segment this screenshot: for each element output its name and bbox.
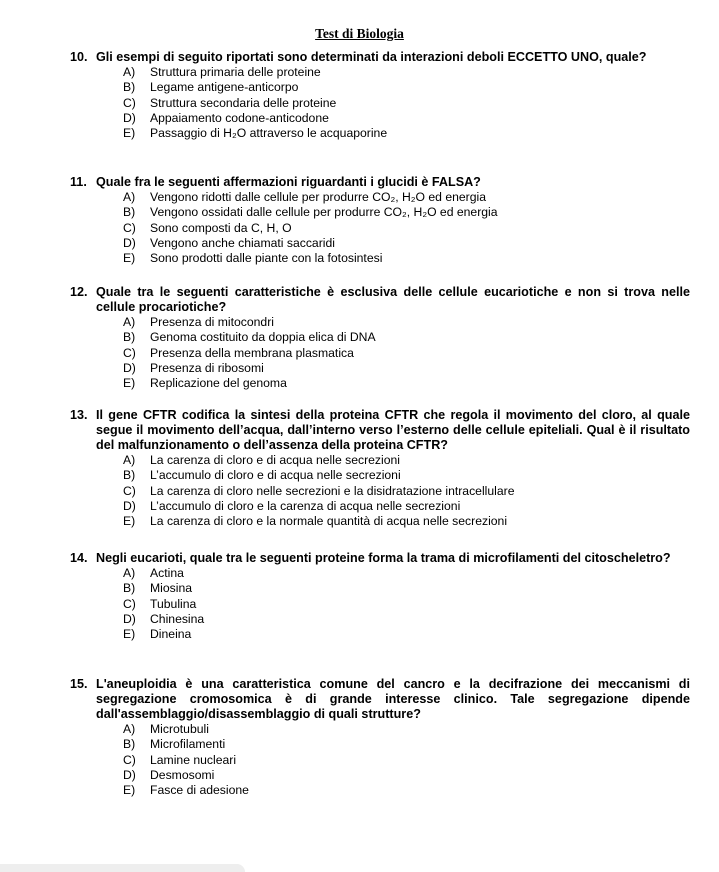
- question-text: Quale fra le seguenti affermazioni riguardanti i glucidi è FALSA?: [96, 175, 481, 189]
- question-text: Gli esempi di seguito riportati sono determinati da interazioni deboli ECCETTO UNO, quale?: [96, 50, 647, 64]
- question-number: 10.: [70, 50, 88, 64]
- question-number: 13.: [70, 408, 88, 422]
- page-title: Test di Biologia: [315, 26, 404, 41]
- option-e: E) Fasce di adesione: [123, 783, 249, 798]
- option-b: B) Microfilamenti: [123, 737, 226, 752]
- option-a: A) Vengono ridotti dalle cellule per produrre CO₂, H₂O ed energia: [123, 190, 487, 204]
- option-e: E) Dineina: [123, 627, 192, 642]
- option-e: E) Replicazione del genoma: [123, 376, 287, 391]
- question-number: 11.: [70, 175, 87, 189]
- option-d: D) Desmosomi: [123, 767, 215, 782]
- option-b: B) Genoma costituito da doppia elica di DNA: [123, 330, 376, 345]
- option-a: A) Struttura primaria delle proteine: [123, 65, 321, 79]
- option-d: D) Appaiamento codone-anticodone: [123, 110, 329, 125]
- option-c: C) Lamine nucleari: [123, 752, 237, 767]
- option-d: D) Presenza di ribosomi: [123, 360, 264, 375]
- option-c: C) La carenza di cloro nelle secrezioni e la disidratazione intracellulare: [123, 483, 515, 498]
- option-c: C) Sono composti da C, H, O: [123, 220, 292, 235]
- option-b: B) Vengono ossidati dalle cellule per produrre CO₂, H₂O ed energia: [123, 205, 498, 220]
- option-b: B) L’accumulo di cloro e di acqua nelle secrezioni: [123, 468, 401, 483]
- question-text: Quale tra le seguenti caratteristiche è esclusiva delle cellule eucariotiche e non si trova nelle cellule procariotiche?: [96, 285, 690, 314]
- option-b: B) Miosina: [123, 581, 192, 596]
- option-a: A) La carenza di cloro e di acqua nelle secrezioni: [123, 453, 400, 467]
- option-b: B) Legame antigene-anticorpo: [123, 80, 299, 95]
- option-c: C) Presenza della membrana plasmatica: [123, 345, 354, 360]
- question-14: [70, 551, 690, 642]
- question-text: L'aneuploidia è una caratteristica comune del cancro e la decifrazione dei meccanismi di segregazione cromosomica è di grande interesse clinico. Tale segregazione dipende dall'assemblaggio/disassemblaggio di quali strutture?: [96, 677, 690, 721]
- question-number: 12.: [70, 285, 88, 299]
- option-e: E) Sono prodotti dalle piante con la fotosintesi: [123, 251, 383, 266]
- option-a: A) Actina: [123, 566, 184, 580]
- question-13: [70, 408, 690, 529]
- option-e: E) La carenza di cloro e la normale quantità di acqua nelle secrezioni: [123, 514, 508, 529]
- option-d: D) Chinesina: [123, 611, 205, 626]
- question-11: [70, 175, 690, 266]
- question-text: Il gene CFTR codifica la sintesi della proteina CFTR che regola il movimento del cloro, al quale segue il movimento dell’acqua, dall’interno verso l’esterno delle cellule epiteliali. Qual è il risultato del malfunzionamento o dell’assenza della proteina CFTR?: [96, 408, 690, 452]
- question-10: [70, 50, 690, 141]
- option-c: C) Struttura secondaria delle proteine: [123, 95, 337, 110]
- bottom-scroll-bar: [0, 864, 245, 872]
- option-a: A) Microtubuli: [123, 722, 209, 736]
- option-e: E) Passaggio di H₂O attraverso le acquaporine: [123, 126, 388, 141]
- option-c: C) Tubulina: [123, 596, 197, 611]
- option-a: A) Presenza di mitocondri: [123, 315, 274, 329]
- question-text: Negli eucarioti, quale tra le seguenti proteine forma la trama di microfilamenti del citoscheletro?: [96, 551, 671, 565]
- question-number: 15.: [70, 677, 88, 691]
- question-number: 14.: [70, 551, 88, 565]
- question-12: [70, 285, 690, 391]
- option-d: D) Vengono anche chiamati saccaridi: [123, 235, 335, 250]
- option-d: D) L’accumulo di cloro e la carenza di acqua nelle secrezioni: [123, 498, 461, 513]
- question-15: [70, 677, 690, 798]
